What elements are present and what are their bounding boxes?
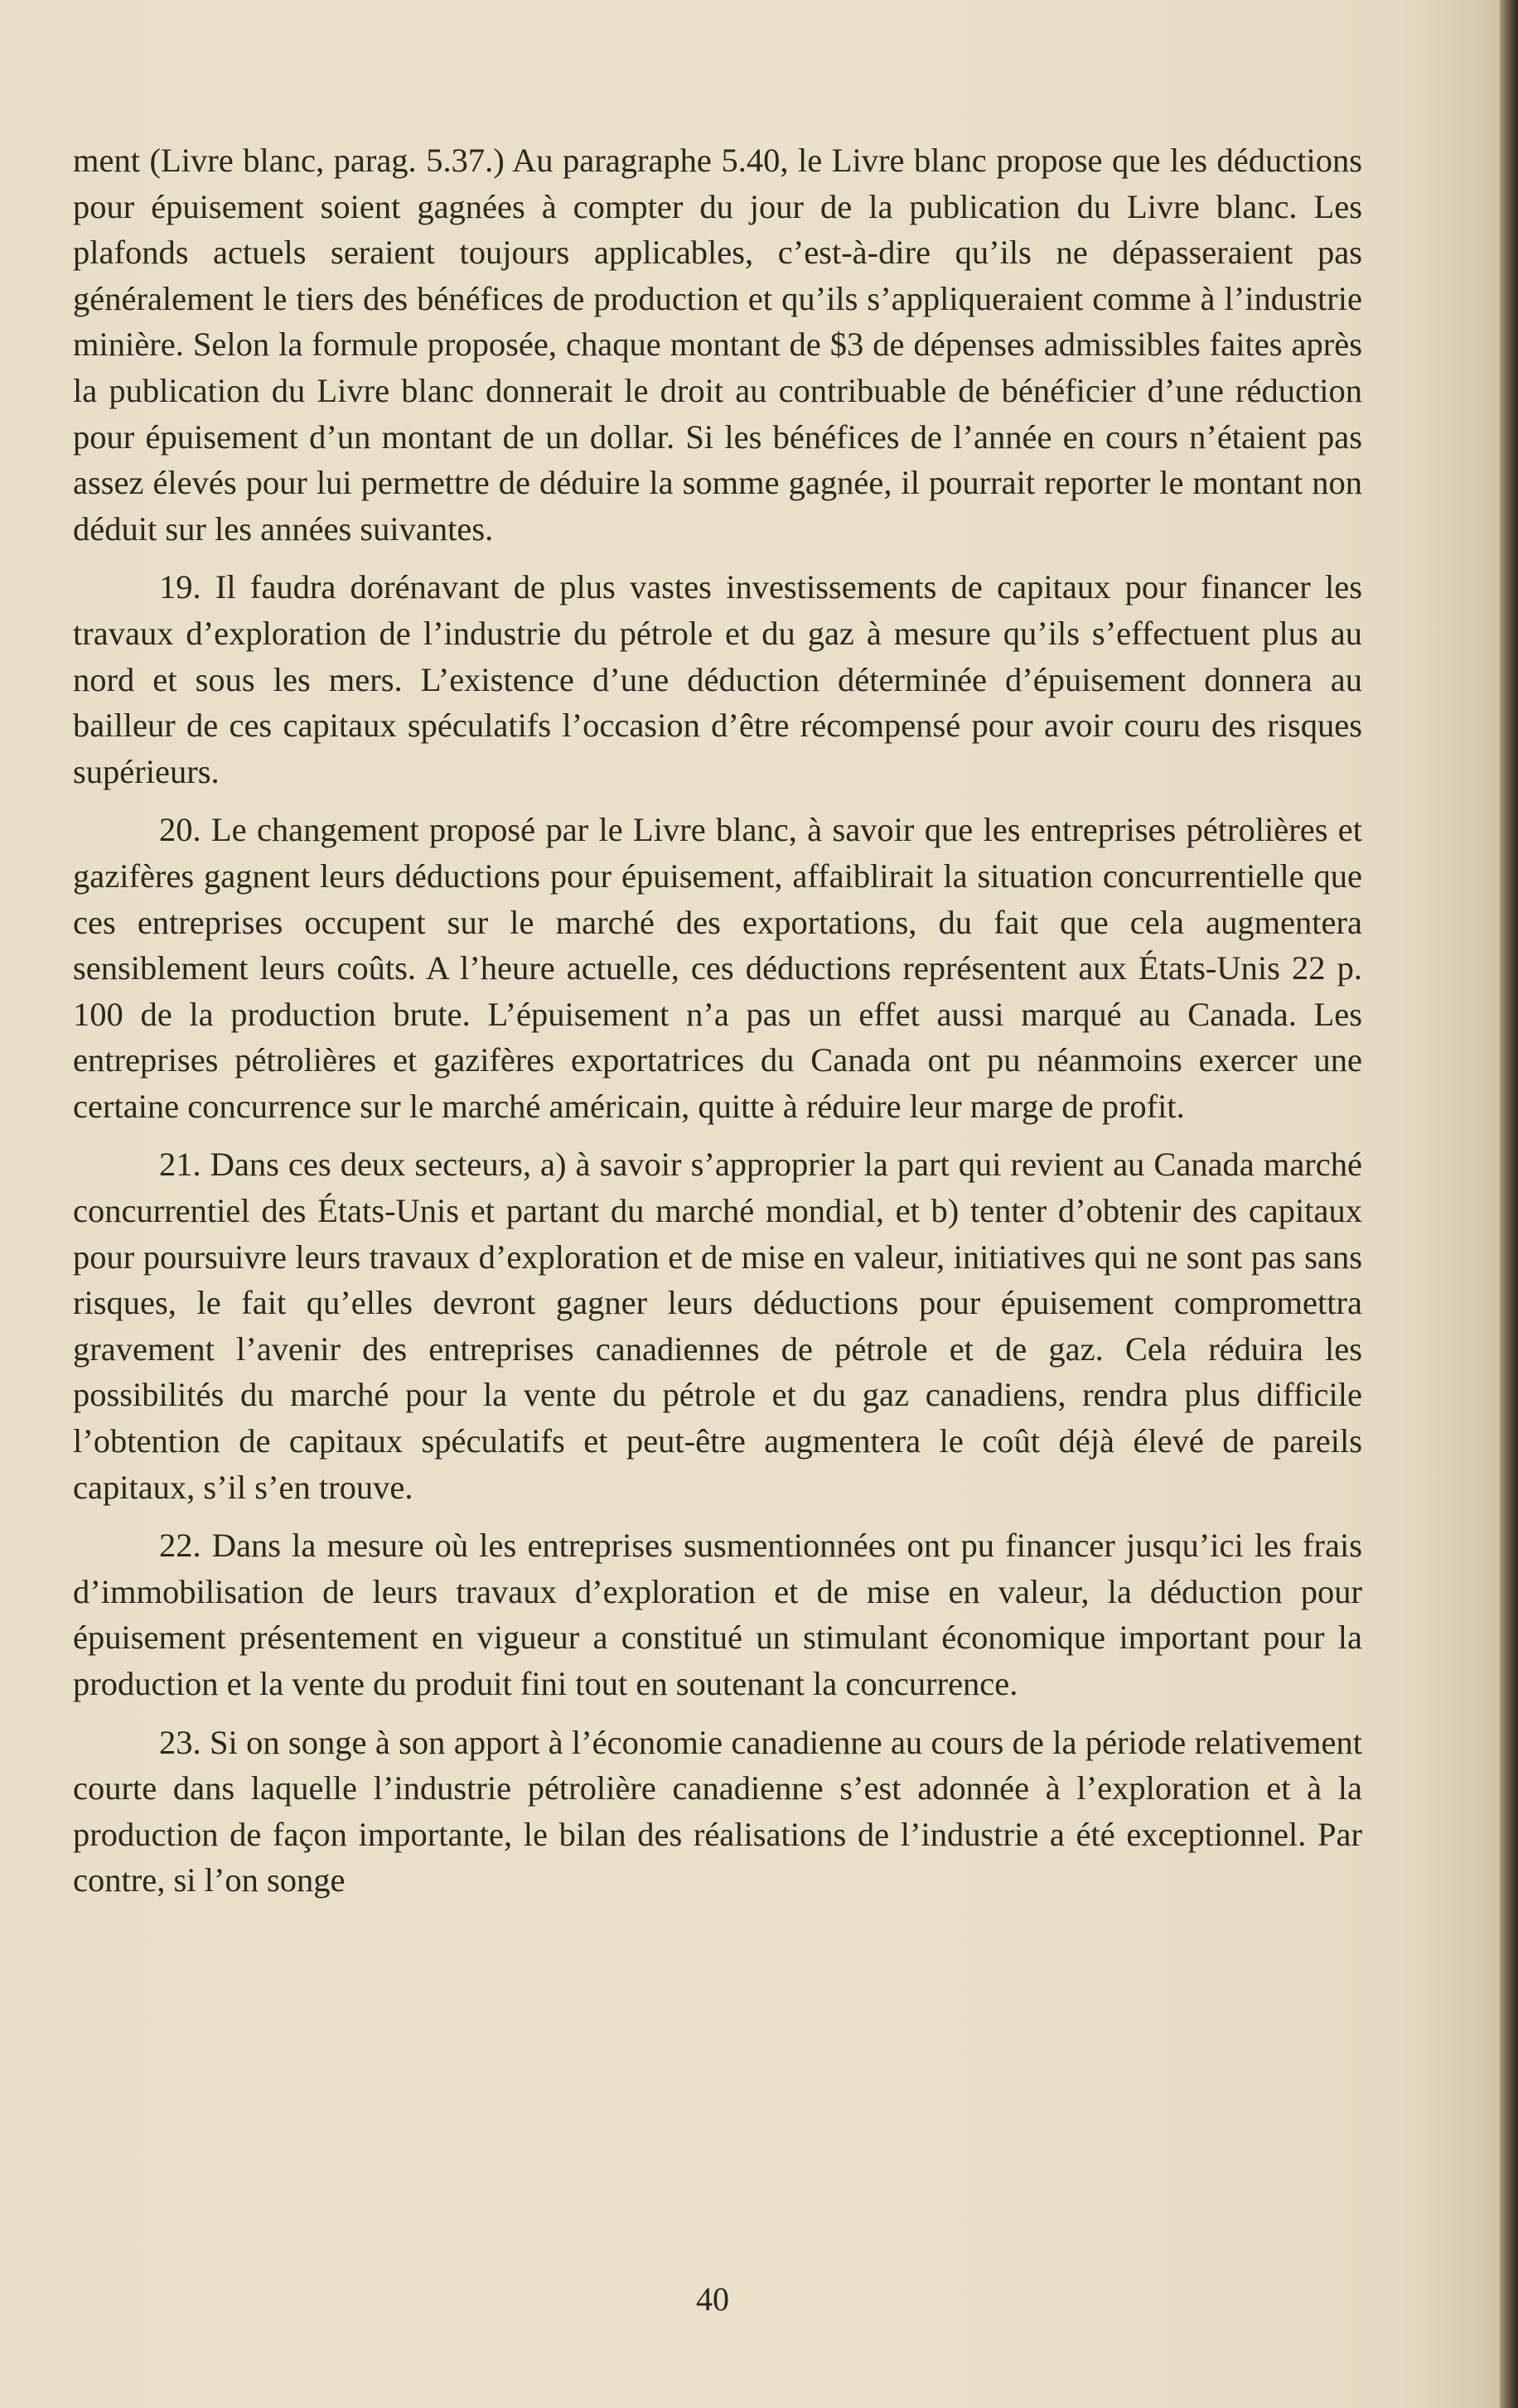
- page-number: 40: [696, 2280, 729, 2318]
- body-text: [73, 138, 1362, 1916]
- book-spine-shadow: [1500, 0, 1518, 2408]
- paragraph-21: 21. Dans ces deux secteurs, a) à savoir s’approprier la part qui revient au Canada marché concurrentiel des États-Unis et partant du marché mondial, et b) tenter d’obtenir des capitaux pour poursuivre leurs travaux d’exploration et de mise en valeur, initiatives qui ne sont pas sans risques, le fait qu’elles devront gagner leurs déductions pour épuisement compromettra gravement l’avenir des entreprises canadiennes de pétrole et de gaz. Cela réduira les possibilités du marché pour la vente du pétrole et du gaz canadiens, rendra plus difficile l’obtention de capitaux spéculatifs et peut-être augmentera le coût déjà élevé de pareils capitaux, s’il s’en trouve.: [73, 1146, 1362, 1506]
- paragraph-20: 20. Le changement proposé par le Livre blanc, à savoir que les entreprises pétrolières et gazifères gagnent leurs déductions pour épuisement, affaiblirait la situation concurrentielle que ces entreprises occupent sur le marché des exportations, du fait que cela augmentera sensiblement leurs coûts. A l’heure actuelle, ces déductions représentent aux États-Unis 22 p. 100 de la production brute. L’épuisement n’a pas un effet aussi marqué au Canada. Les entreprises pétrolières et gazifères exportatrices du Canada ont pu néanmoins exercer une certaine concurrence sur le marché américain, quitte à réduire leur marge de profit.: [73, 811, 1362, 1125]
- paragraph-continuation: ment (Livre blanc, parag. 5.37.) Au paragraphe 5.40, le Livre blanc propose que les déductions pour épuisement soient gagnées à compter du jour de la publication du Livre blanc. Les plafonds actuels seraient toujours applicables, c’est-à-dire qu’ils ne dépasseraient pas généralement le tiers des bénéfices de production et qu’ils s’appliqueraient comme à l’industrie minière. Selon la formule proposée, chaque montant de $3 de dépenses admissibles faites après la publication du Livre blanc donnerait le droit au contribuable de bénéficier d’une réduction pour épuisement d’un montant de un dollar. Si les bénéfices de l’année en cours n’étaient pas assez élevés pour lui permettre de déduire la somme gagnée, il pourrait reporter le montant non déduit sur les années suivantes.: [73, 142, 1362, 548]
- paragraph-22: 22. Dans la mesure où les entreprises susmentionnées ont pu financer jusqu’ici les frais d’immobilisation de leurs travaux d’exploration et de mise en valeur, la déduction pour épuisement présentement en vigueur a constitué un stimulant économique important pour la production et la vente du produit fini tout en soutenant la concurrence.: [73, 1527, 1362, 1702]
- paragraph-23: 23. Si on songe à son apport à l’économie canadienne au cours de la période relativement courte dans laquelle l’industrie pétrolière canadienne s’est adonnée à l’exploration et à la production de façon importante, le bilan des réalisations de l’industrie a été exceptionnel. Par contre, si l’on songe: [73, 1723, 1362, 1899]
- paragraph-19: 19. Il faudra dorénavant de plus vastes investissements de capitaux pour financer les travaux d’exploration de l’industrie du pétrole et du gaz à mesure qu’ils s’effectuent plus au nord et sous les mers. L’existence d’une déduction déterminée d’épuisement donnera au bailleur de ces capitaux spéculatifs l’occasion d’être récompensé pour avoir couru des risques supérieurs.: [73, 568, 1362, 790]
